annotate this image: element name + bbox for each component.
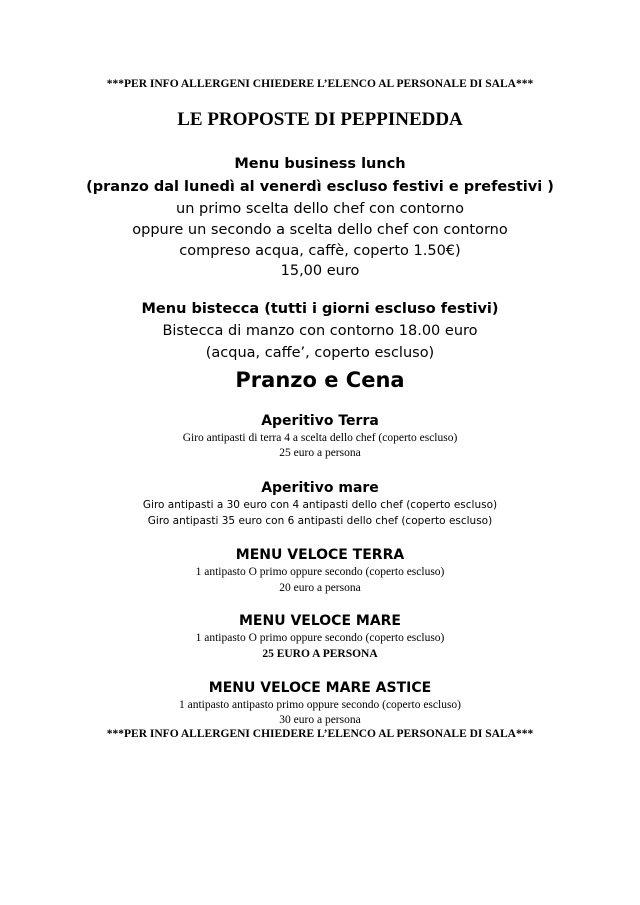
allergen-notice-bottom: ***PER INFO ALLERGENI CHIEDERE L’ELENCO AL PERSONALE DI SALA*** [106, 728, 534, 740]
business-lunch-price: 15,00 euro [280, 263, 360, 279]
aperitivo-mare-heading: Aperitivo mare [261, 480, 379, 496]
veloce-mare-astice-heading: MENU VELOCE MARE ASTICE [208, 680, 432, 696]
veloce-terra-line: 1 antipasto O primo oppure secondo (coperto escluso) [195, 566, 445, 578]
veloce-mare-astice-line: 1 antipasto antipasto primo oppure secondo (coperto escluso) [179, 699, 461, 711]
pranzo-cena-heading: Pranzo e Cena [235, 368, 405, 392]
page-title: LE PROPOSTE DI PEPPINEDDA [177, 109, 463, 130]
veloce-terra-price: 20 euro a persona [279, 582, 361, 594]
aperitivo-mare-line: Giro antipasti 35 euro con 6 antipasti dello chef (coperto escluso) [147, 515, 493, 527]
bistecca-line: (acqua, caffe’, coperto escluso) [205, 345, 435, 361]
business-lunch-line: oppure un secondo a scelta dello chef con contorno [132, 222, 508, 238]
veloce-mare-heading: MENU VELOCE MARE [239, 613, 401, 629]
veloce-mare-line: 1 antipasto O primo oppure secondo (coperto escluso) [195, 632, 445, 644]
bistecca-line: Bistecca di manzo con contorno 18.00 euro [162, 323, 478, 339]
aperitivo-terra-price: 25 euro a persona [279, 447, 361, 459]
veloce-mare-price: 25 EURO A PERSONA [262, 648, 378, 660]
allergen-notice-top: ***PER INFO ALLERGENI CHIEDERE L’ELENCO AL PERSONALE DI SALA*** [106, 78, 534, 90]
business-lunch-heading: Menu business lunch [234, 156, 406, 172]
aperitivo-terra-line: Giro antipasti di terra 4 a scelta dello chef (coperto escluso) [182, 432, 458, 444]
veloce-mare-astice-price: 30 euro a persona [279, 714, 361, 726]
business-lunch-line: compreso acqua, caffè, coperto 1.50€) [179, 243, 461, 259]
business-lunch-line: un primo scelta dello chef con contorno [176, 201, 464, 217]
veloce-terra-heading: MENU VELOCE TERRA [235, 547, 405, 563]
bistecca-heading: Menu bistecca (tutti i giorni escluso festivi) [141, 301, 499, 317]
business-lunch-subheading: (pranzo dal lunedì al venerdì escluso festivi e prefestivi ) [86, 179, 554, 195]
aperitivo-mare-line: Giro antipasti a 30 euro con 4 antipasti dello chef (coperto escluso) [142, 499, 498, 511]
aperitivo-terra-heading: Aperitivo Terra [261, 413, 379, 429]
